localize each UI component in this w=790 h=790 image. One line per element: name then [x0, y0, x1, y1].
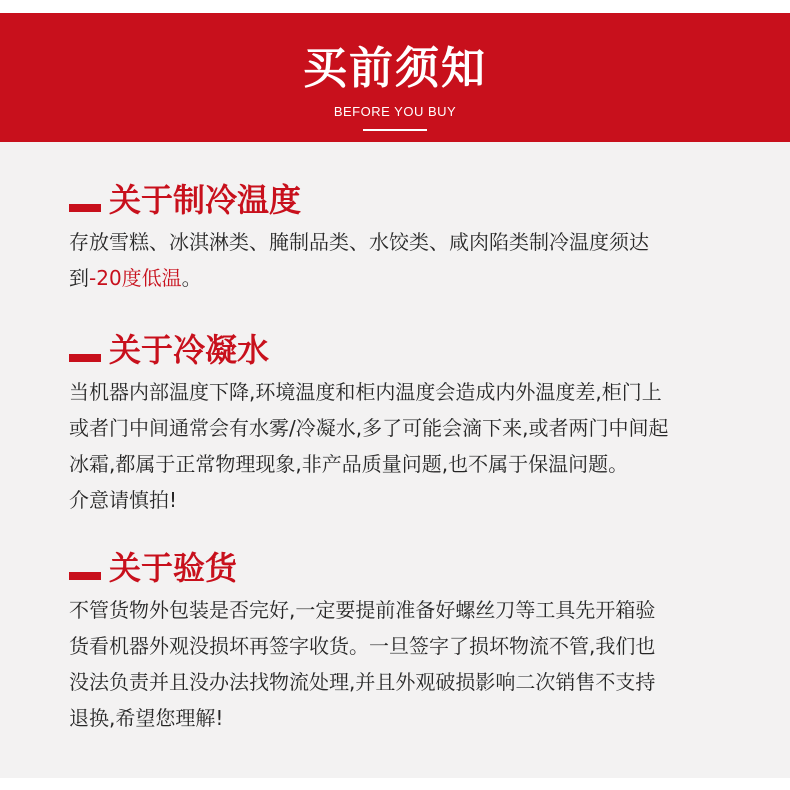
- section-cooling-temperature: [0, 178, 790, 296]
- section-heading: [0, 546, 790, 592]
- body-text: 到: [69, 266, 89, 290]
- section-body: [0, 592, 749, 736]
- body-line: 冰霜,都属于正常物理现象,非产品质量问题,也不属于保温问题。: [69, 452, 629, 476]
- section-inspection: [0, 546, 790, 736]
- section-condensation: [0, 328, 790, 518]
- bottom-strip: [0, 778, 790, 790]
- section-marker: [69, 572, 101, 580]
- page-subtitle: BEFORE YOU BUY: [333, 104, 457, 119]
- section-heading: [0, 328, 790, 374]
- section-marker: [69, 354, 101, 362]
- section-body: [0, 374, 749, 518]
- body-line: 货看机器外观没损坏再签字收货。一旦签字了损坏物流不管,我们也: [69, 634, 656, 658]
- section-body: [0, 224, 749, 296]
- subtitle-underline: [363, 129, 427, 131]
- body-line: 或者门中间通常会有水雾/冷凝水,多了可能会滴下来,或者两门中间起: [69, 416, 669, 440]
- page-title: 买前须知: [303, 43, 487, 94]
- section-title: 关于制冷温度: [109, 181, 302, 219]
- section-heading: [0, 178, 790, 224]
- body-line: 当机器内部温度下降,环境温度和柜内温度会造成内外温度差,柜门上: [69, 380, 662, 404]
- body-line: 介意请慎拍!: [69, 488, 178, 512]
- body-text: 。: [181, 266, 202, 290]
- section-title: 关于验货: [109, 549, 238, 587]
- section-title: 关于冷凝水: [109, 331, 270, 369]
- section-marker: [69, 204, 101, 212]
- header-banner: [0, 13, 790, 142]
- body-line: 不管货物外包装是否完好,一定要提前准备好螺丝刀等工具先开箱验: [69, 598, 656, 622]
- body-line: 存放雪糕、冰淇淋类、腌制品类、水饺类、咸肉陷类制冷温度须达: [69, 230, 649, 254]
- temperature-highlight: -20度低温: [89, 266, 182, 290]
- body-line: 没法负责并且没办法找物流处理,并且外观破损影响二次销售不支持: [69, 670, 656, 694]
- body-line: 退换,希望您理解!: [69, 706, 224, 730]
- content-area: [0, 142, 790, 778]
